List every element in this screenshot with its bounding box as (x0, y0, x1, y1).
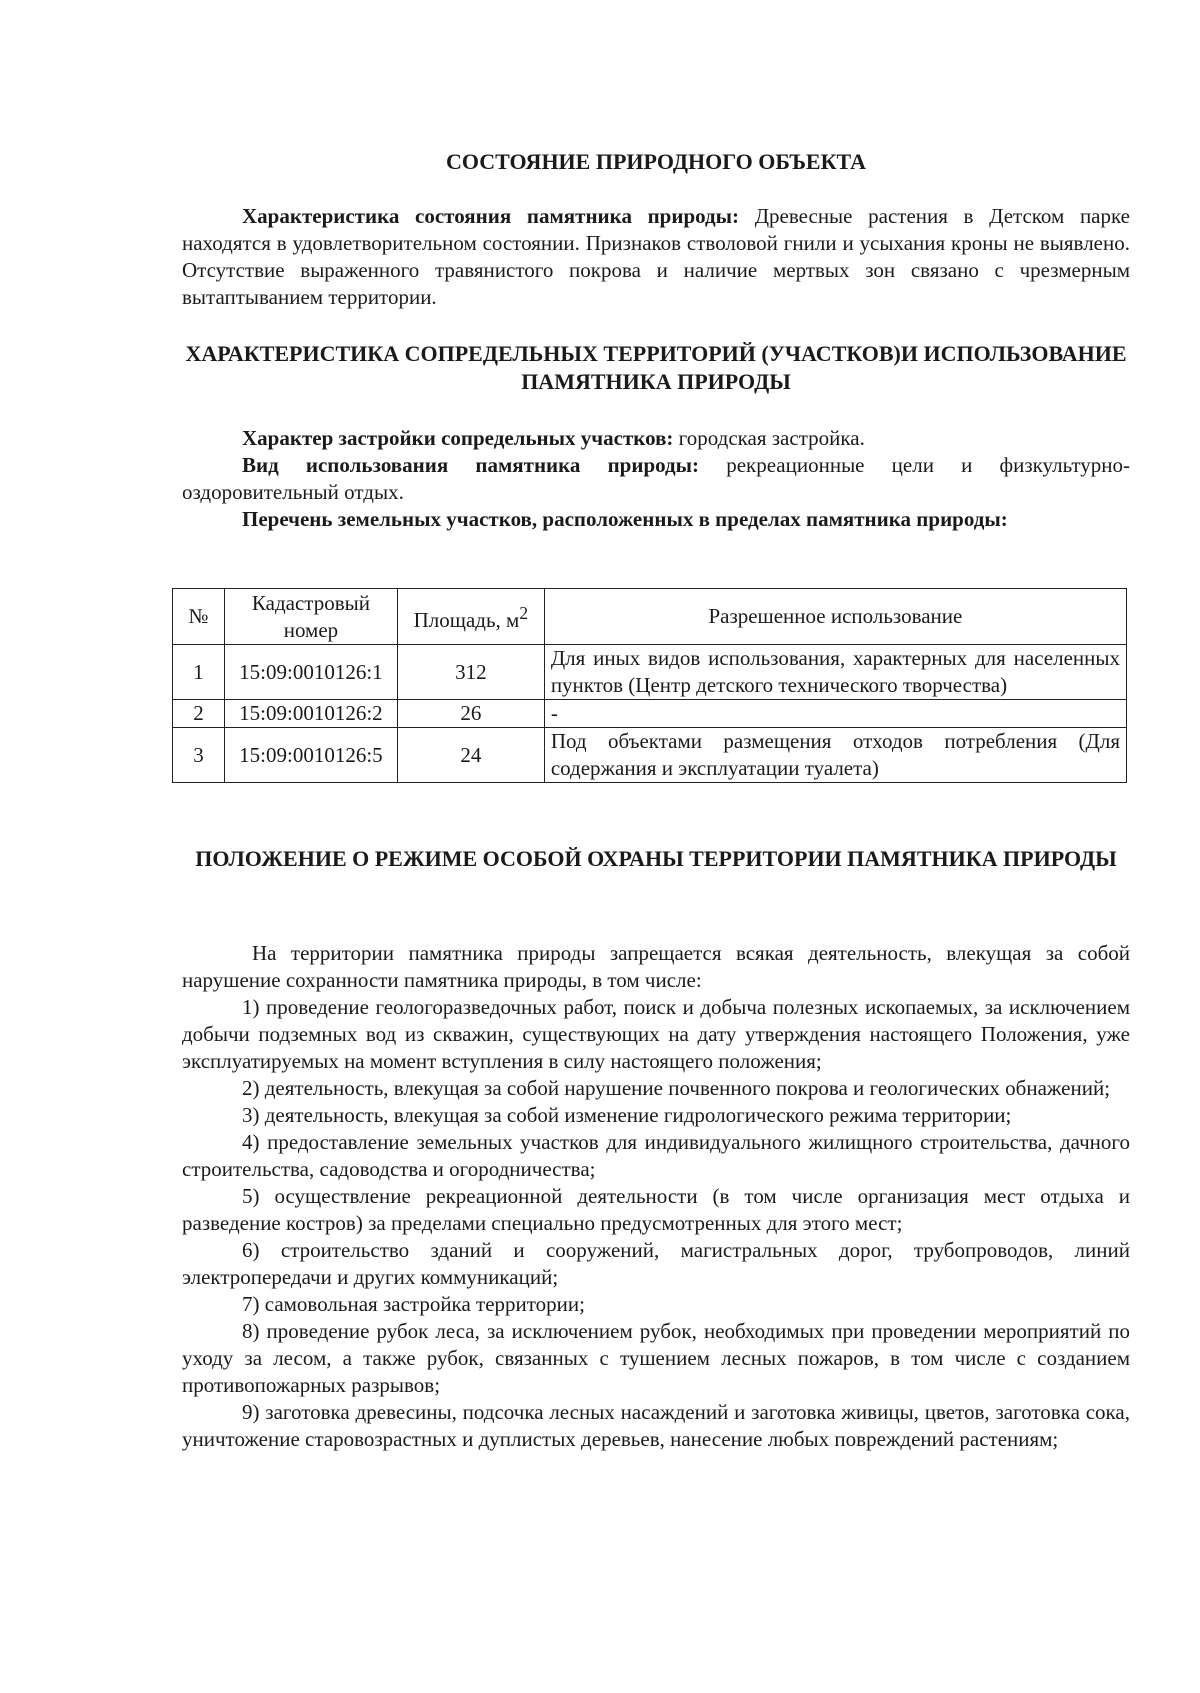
usage-paragraph (182, 452, 1130, 506)
header-cadastral: Кадастровый номер (224, 589, 397, 645)
plots-list-heading (182, 506, 1130, 533)
row-cadastral: 15:09:0010126:1 (224, 645, 397, 700)
list-item: 1) проведение геологоразведочных работ, поиск и добыча полезных ископаемых, за исключением добычи подземных вод из скважин, существующих на дату утверждения настоящего Положения, уже эксплуатируемых на момент вступления в силу настоящего положения; (182, 995, 1130, 1073)
state-text: Древесные растения в Детском парке находятся в удовлетворительном состоянии. Признаков стволовой гнили и усыхания кроны не выявлено. Отсутствие выраженного травянистого покрова и наличие мертвых зон связано с чрезмерным вытаптыванием территории. (182, 204, 1131, 309)
header-permitted-use: Разрешенное использование (544, 589, 1126, 645)
row-number: 3 (173, 728, 225, 783)
row-cadastral: 15:09:0010126:5 (224, 728, 397, 783)
table-row (173, 700, 1127, 728)
header-number: № (173, 589, 225, 645)
header-area-label: Площадь, м (413, 607, 520, 632)
table-header-row (173, 589, 1127, 645)
header-area-superscript: 2 (519, 602, 529, 623)
plots-list-label: Перечень земельных участков, расположенных в пределах памятника природы: (242, 507, 1008, 531)
row-number: 1 (173, 645, 225, 700)
development-label: Характер застройки сопредельных участков: (242, 426, 674, 450)
list-item: 9) заготовка древесины, подсочка лесных насаждений и заготовка живицы, цветов, заготовка сока, уничтожение старовозрастных и дуплистых деревьев, нанесение любых повреждений растениям; (182, 1400, 1130, 1451)
row-cadastral: 15:09:0010126:2 (224, 700, 397, 728)
table-row (173, 728, 1127, 783)
list-item: 7) самовольная застройка территории; (242, 1292, 585, 1316)
usage-label: Вид использования памятника природы: (242, 453, 700, 477)
state-section-title: СОСТОЯНИЕ ПРИРОДНОГО ОБЪЕКТА (446, 149, 866, 174)
list-item: 3) деятельность, влекущая за собой изменение гидрологического режима территории; (242, 1103, 1012, 1127)
table-row (173, 645, 1127, 700)
regime-intro: На территории памятника природы запрещается всякая деятельность, влекущая за собой нарушение сохранности памятника природы, в том числе: (182, 941, 1130, 992)
usage-text: рекреационные цели и физкультурно-оздоровительный отдых. (182, 453, 1130, 504)
row-use: Для иных видов использования, характерных для населенных пунктов (Центр детского технического творчества) (544, 645, 1126, 700)
row-area: 24 (397, 728, 544, 783)
row-use: Под объектами размещения отходов потребления (Для содержания и эксплуатации туалета) (544, 728, 1126, 783)
development-paragraph (182, 425, 1130, 452)
land-plots-table (172, 588, 1127, 783)
row-area: 312 (397, 645, 544, 700)
row-use: - (544, 700, 1126, 728)
header-area (397, 589, 544, 645)
list-item: 2) деятельность, влекущая за собой нарушение почвенного покрова и геологических обнажений; (242, 1076, 1111, 1100)
development-text: городская застройка. (673, 426, 865, 450)
list-item: 5) осуществление рекреационной деятельности (в том числе организация мест отдыха и разведение костров) за пределами специально предусмотренных для этого мест; (182, 1184, 1130, 1235)
list-item: 4) предоставление земельных участков для индивидуального жилищного строительства, дачного строительства, садоводства и огородничества; (182, 1130, 1130, 1181)
list-item: 6) строительство зданий и сооружений, магистральных дорог, трубопроводов, линий электропередачи и других коммуникаций; (182, 1238, 1130, 1289)
row-number: 2 (173, 700, 225, 728)
state-label: Характеристика состояния памятника природы: (242, 204, 740, 228)
adjacent-block (182, 425, 1130, 533)
list-item: 8) проведение рубок леса, за исключением рубок, необходимых при проведении мероприятий по уходу за лесом, а также рубок, связанных с тушением лесных пожаров, в том числе с созданием противопожарных разрывов; (182, 1319, 1130, 1397)
row-area: 26 (397, 700, 544, 728)
adjacent-section-title: ХАРАКТЕРИСТИКА СОПРЕДЕЛЬНЫХ ТЕРРИТОРИЙ (УЧАСТКОВ)И ИСПОЛЬЗОВАНИЕ ПАМЯТНИКА ПРИРОДЫ (185, 341, 1127, 394)
regime-section-title: ПОЛОЖЕНИЕ О РЕЖИМЕ ОСОБОЙ ОХРАНЫ ТЕРРИТОРИИ ПАМЯТНИКА ПРИРОДЫ (195, 846, 1117, 871)
state-paragraph (182, 203, 1130, 311)
regime-block (182, 940, 1130, 1453)
